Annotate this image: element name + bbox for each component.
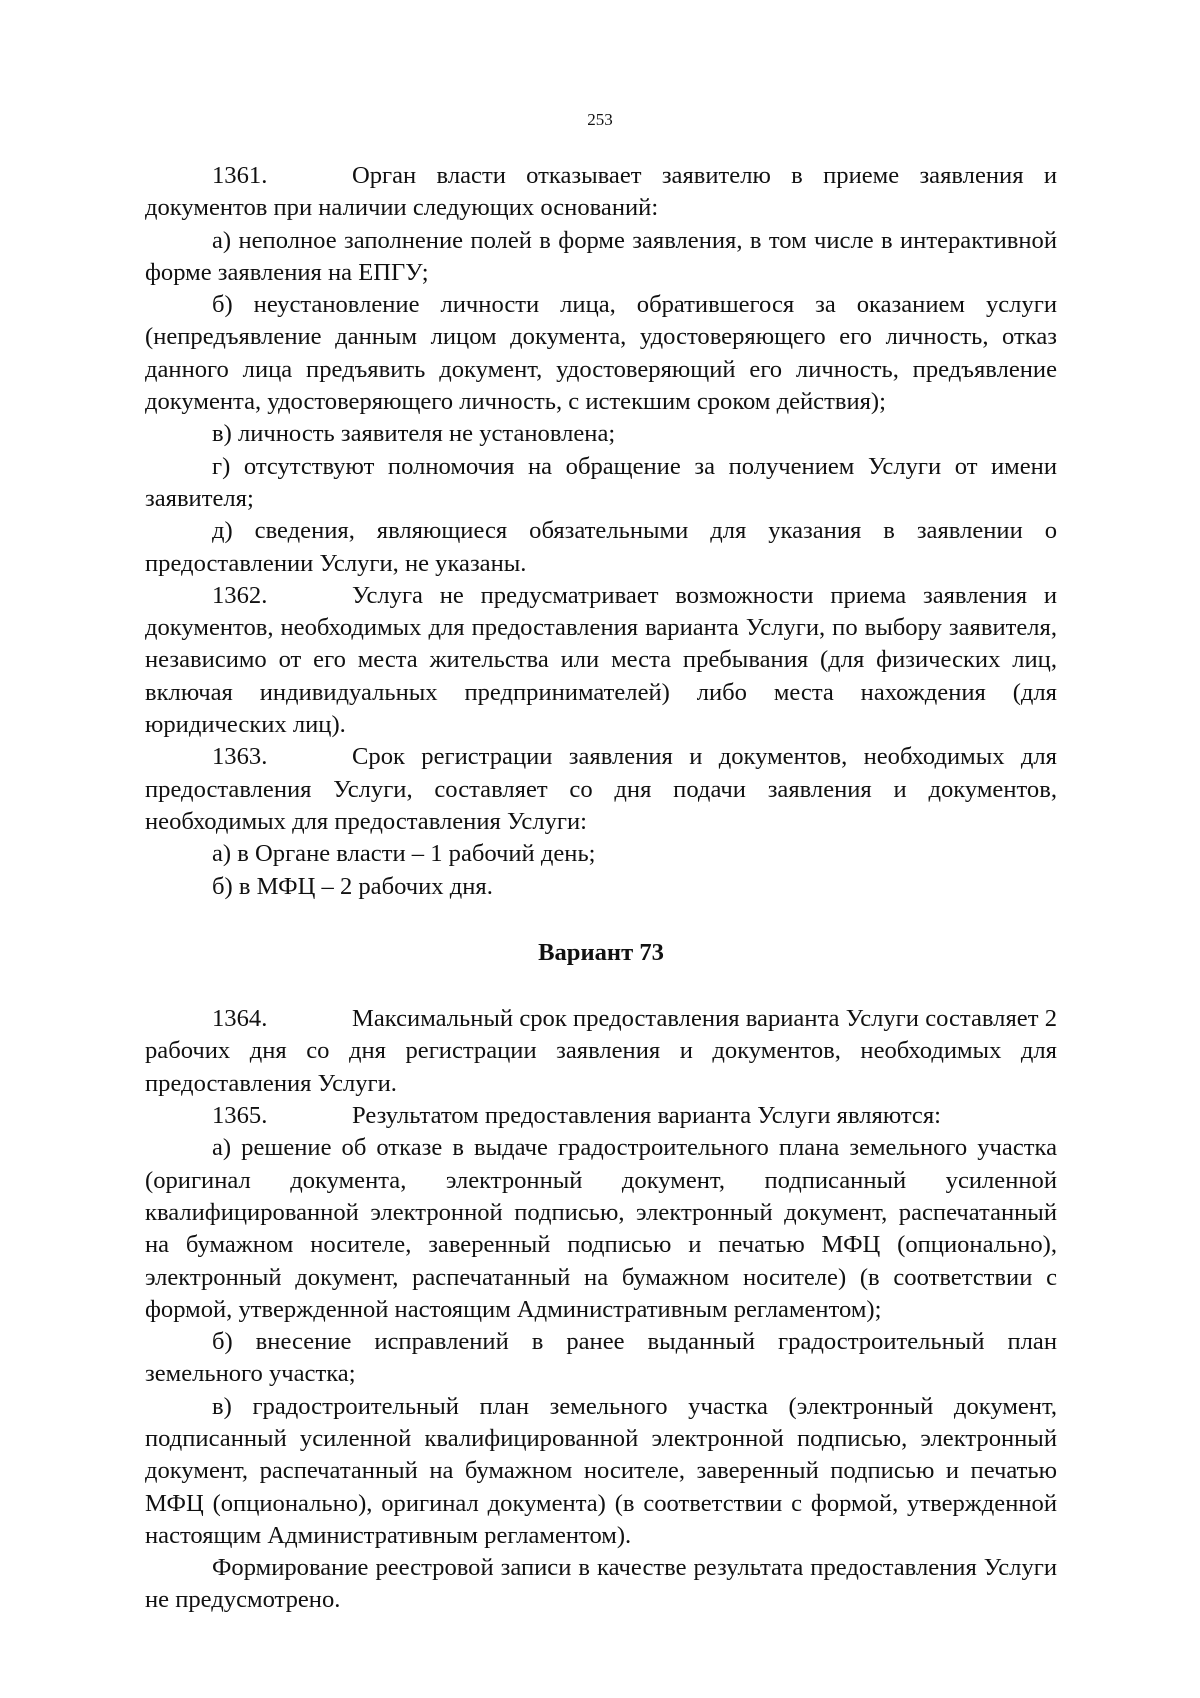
paragraph — [145, 418, 1057, 450]
paragraph-text: Формирование реестровой записи в качестве результата предоставления Услуги не предусмотрено. — [145, 1554, 1057, 1614]
paragraph-number: 1362. — [212, 581, 268, 609]
section-heading: Вариант 73 — [538, 938, 664, 966]
paragraph — [145, 289, 1057, 418]
paragraph — [145, 515, 1057, 580]
paragraph-text: б) в МФЦ – 2 рабочих дня. — [212, 872, 493, 900]
section-b — [145, 1003, 1057, 1617]
paragraph — [145, 838, 1057, 870]
paragraph — [145, 160, 1057, 225]
paragraph — [145, 580, 1057, 741]
section-a — [145, 160, 1057, 903]
paragraph-number: 1364. — [212, 1005, 268, 1033]
paragraph-text: Услуга не предусматривает возможности приема заявления и документов, необходимых для предоставления варианта Услуги, по выбору заявителя, независимо от его места жительства или места пребывания (для физических лиц, включая индивидуальных предпринимателей) либо места нахождения (для юридических лиц). — [145, 581, 1057, 739]
paragraph — [145, 1100, 1057, 1132]
paragraph — [145, 1552, 1057, 1617]
paragraph-text: а) неполное заполнение полей в форме заявления, в том числе в интерактивной форме заявления на ЕПГУ; — [145, 226, 1057, 286]
paragraph-number: 1365. — [212, 1102, 268, 1130]
paragraph — [145, 871, 1057, 903]
paragraph — [145, 1391, 1057, 1552]
paragraph — [145, 1326, 1057, 1391]
paragraph-text: д) сведения, являющиеся обязательными для указания в заявлении о предоставлении Услуги, не указаны. — [145, 517, 1057, 577]
paragraph-text: г) отсутствуют полномочия на обращение за получением Услуги от имени заявителя; — [145, 452, 1057, 512]
paragraph-text: в) личность заявителя не установлена; — [212, 420, 616, 448]
paragraph-text: Орган власти отказывает заявителю в приеме заявления и документов при наличии следующих оснований: — [145, 162, 1057, 222]
paragraph-text: Результатом предоставления варианта Услуги являются: — [352, 1102, 941, 1130]
page-number: 253 — [587, 110, 613, 129]
paragraph — [145, 451, 1057, 516]
paragraph — [145, 225, 1057, 290]
paragraph — [145, 1003, 1057, 1100]
paragraph-text: а) решение об отказе в выдаче градостроительного плана земельного участка (оригинал документа, электронный документ, подписанный усиленной квалифицированной электронной подписью, электронный документ, распечатанный на бумажном носителе, заверенный подписью и печатью МФЦ (опционально), электронный документ, распечатанный на бумажном носителе) (в соответствии с формой, утвержденной настоящим Административным регламентом); — [145, 1134, 1057, 1323]
paragraph-number: 1361. — [212, 162, 268, 189]
paragraph-text: в) градостроительный план земельного участка (электронный документ, подписанный усиленной квалифицированной электронной подписью, электронный документ, распечатанный на бумажном носителе, заверенный подписью и печатью МФЦ (опционально), оригинал документа) (в соответствии с формой, утвержденной настоящим Административным регламентом). — [145, 1392, 1057, 1549]
paragraph-text: а) в Органе власти – 1 рабочий день; — [212, 840, 596, 868]
paragraph-text: Максимальный срок предоставления варианта Услуги составляет 2 рабочих дня со дня регистрации заявления и документов, необходимых для предоставления Услуги. — [145, 1005, 1057, 1097]
paragraph-text: Срок регистрации заявления и документов, необходимых для предоставления Услуги, составляет со дня подачи заявления и документов, необходимых для предоставления Услуги: — [145, 743, 1057, 835]
paragraph-text: б) неустановление личности лица, обратившегося за оказанием услуги (непредъявление данным лицом документа, удостоверяющего его личность, отказ данного лица предъявить документ, удостоверяющий его личность, предъявление документа, удостоверяющего личность, с истекшим сроком действия); — [145, 291, 1057, 416]
paragraph-text: б) внесение исправлений в ранее выданный градостроительный план земельного участка; — [145, 1328, 1057, 1388]
paragraph-number: 1363. — [212, 743, 268, 771]
paragraph — [145, 1132, 1057, 1326]
document-body — [145, 160, 1057, 1617]
paragraph — [145, 741, 1057, 838]
